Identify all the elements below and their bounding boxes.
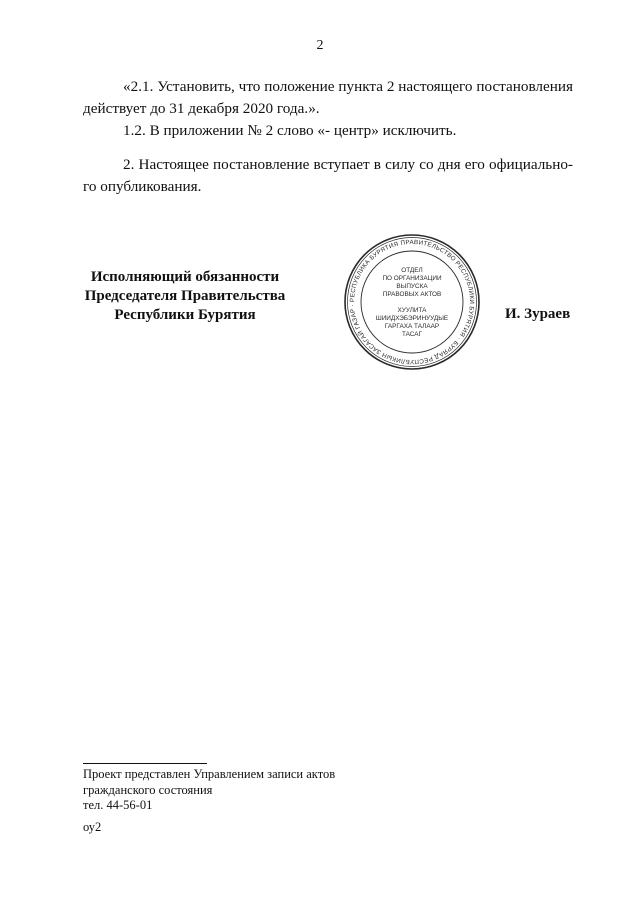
svg-text:ГАРГАХА ТАЛААР: ГАРГАХА ТАЛААР bbox=[384, 323, 440, 330]
official-seal-stamp bbox=[342, 232, 482, 372]
footnote-divider bbox=[83, 763, 207, 764]
svg-text:ПО ОРГАНИЗАЦИИ: ПО ОРГАНИЗАЦИИ bbox=[382, 275, 442, 282]
svg-text:ШИИДХЭБЭРИНУУДЫЕ: ШИИДХЭБЭРИНУУДЫЕ bbox=[375, 315, 449, 322]
footnote-line: гражданского состояния bbox=[83, 782, 213, 797]
signatory-title bbox=[40, 268, 330, 325]
svg-text:ТАСАГ: ТАСАГ bbox=[401, 331, 423, 338]
svg-text:РЕСПУБЛИКА БУРЯТИЯ ПРАВИТЕЛЬСТ: РЕСПУБЛИКА БУРЯТИЯ ПРАВИТЕЛЬСТВО РЕСПУБЛИКИ БУРЯТИЯ · БУРЯАД РЕСПУБЛИКЫН ЗАСАГАЙ ГАЗАР · bbox=[348, 238, 476, 366]
signatory-title-line: Республики Бурятия bbox=[114, 307, 256, 323]
footnote bbox=[83, 767, 335, 814]
signatory-name: И. Зураев bbox=[505, 306, 571, 322]
page-number: 2 bbox=[316, 38, 324, 53]
footnote-line: Проект представлен Управлением записи актов bbox=[83, 767, 336, 781]
svg-text:ХУУЛИТА: ХУУЛИТА bbox=[397, 307, 427, 314]
seal-outer-ring-inner bbox=[348, 238, 477, 367]
document-code: оу2 bbox=[83, 820, 102, 834]
paragraph-amendment-2-1: «2.1. Установить, что положение пункта 2 настоящего постановления действует до 31 декабря 2020 года.». bbox=[83, 78, 573, 117]
svg-text:ВЫПУСКА: ВЫПУСКА bbox=[396, 283, 428, 290]
svg-text:ОТДЕЛ: ОТДЕЛ bbox=[401, 267, 423, 274]
svg-text:ПРАВОВЫХ АКТОВ: ПРАВОВЫХ АКТОВ bbox=[382, 291, 442, 298]
signatory-title-line: Исполняющий обязанности bbox=[90, 269, 280, 285]
seal-outer-ring bbox=[345, 235, 479, 369]
signatory-title-line: Председателя Правительства bbox=[84, 288, 286, 304]
paragraph-effective-date: 2. Настоящее постановление вступает в силу со дня его официально-го опубликования. bbox=[83, 156, 573, 195]
footnote-phone: тел. 44-56-01 bbox=[83, 798, 153, 812]
paragraph-amendment-1-2: 1.2. В приложении № 2 слово «- центр» исключить. bbox=[123, 122, 457, 139]
